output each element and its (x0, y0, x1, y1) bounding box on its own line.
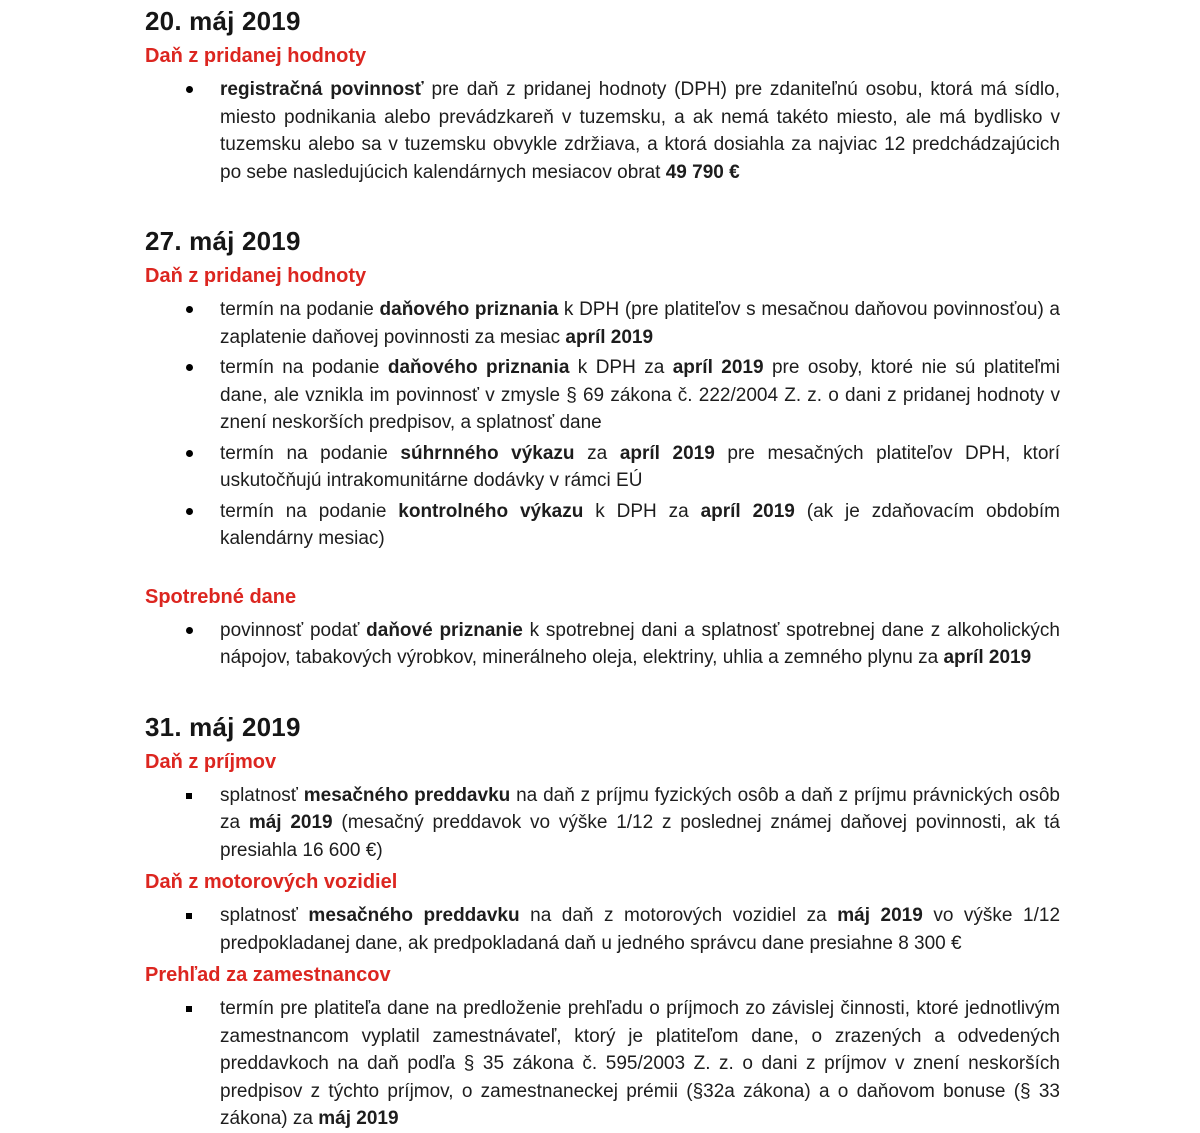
date-section (145, 6, 1060, 186)
date-heading: 20. máj 2019 (145, 6, 301, 36)
text-run: daňového priznania (387, 357, 570, 378)
text-run: pre osoby, ktoré nie sú platiteľmi dane, ale vznikla im povinnosť v zmysle § 69 zákona č. 222/2004 Z. z. o dani z pridanej hodnoty v znení neskorších predpisov, a splatnosť dane (220, 357, 1060, 433)
text-run: kontrolného výkazu (398, 500, 584, 522)
bullet-list-item (145, 76, 1060, 186)
tax-category-heading: Prehľad za zamestnancov (145, 964, 391, 986)
bullet-disc-icon (186, 627, 193, 634)
list-item-text (220, 617, 1060, 672)
list-item-text (220, 995, 1060, 1133)
text-run: daňové priznanie (366, 619, 523, 641)
text-run: apríl 2019 (672, 357, 764, 378)
text-run: daňového priznania (379, 299, 559, 320)
bullet-list-item (145, 354, 1060, 437)
bullet-list-item (145, 617, 1060, 672)
text-run: máj 2019 (837, 905, 923, 926)
text-run: k DPH za (583, 500, 701, 522)
list-item-text (220, 782, 1060, 865)
text-run: na daň z príjmu fyzických osôb a daň z príjmu právnických osôb za (220, 784, 1060, 833)
text-run: k spotrebnej dani a splatnosť spotrebnej dane z alkoholických nápojov, tabakových výrobkov, minerálneho oleja, elektriny, uhlia a zemného plynu za (220, 619, 1060, 668)
bullet-disc-icon (186, 508, 193, 515)
bullet-square-icon (186, 913, 192, 919)
text-run: pre daň z pridanej hodnoty (DPH) pre zdaniteľnú osobu, ktorá má sídlo, miesto podnikania alebo prevádzkareň v tuzemsku, a ak nemá takéto miesto, ale má bydlisko v tuzemsku alebo sa v tuzemsku obvykle zdržiava, a ktorá dosiahla za najviac 12 predchádzajúcich po sebe nasledujúcich kalendárnych mesiacov obrat (220, 79, 1060, 183)
text-run: mesačného preddavku (308, 905, 520, 926)
bullet-list-item (145, 902, 1060, 957)
text-run: 49 790 € (665, 161, 740, 183)
text-run: termín na podanie (220, 442, 401, 464)
tax-category-heading: Daň z pridanej hodnoty (145, 45, 367, 67)
date-heading: 31. máj 2019 (145, 711, 301, 742)
text-run: termín na podanie (220, 500, 399, 522)
tax-category-group (145, 870, 1060, 957)
bullet-list-item (145, 296, 1060, 351)
text-run: pre mesačných platiteľov DPH, ktorí uskutočňujú intrakomunitárne dodávky v rámci EÚ (220, 442, 1061, 491)
tax-category-group (145, 264, 1060, 553)
text-run: máj 2019 (318, 1108, 399, 1129)
date-heading: 27. máj 2019 (145, 226, 301, 256)
bullet-square-icon (186, 1006, 192, 1012)
tax-category-heading: Daň z príjmov (145, 750, 277, 773)
text-run: splatnosť (220, 905, 309, 926)
list-item-text (220, 498, 1060, 553)
list-item-text (220, 902, 1060, 957)
tax-category-heading: Daň z motorových vozidiel (145, 871, 398, 893)
list-item-text (220, 440, 1060, 495)
text-run: termín na podanie (220, 299, 380, 320)
text-run: apríl 2019 (565, 326, 654, 348)
text-run: na daň z motorových vozidiel za (519, 905, 838, 926)
text-run: za (574, 442, 620, 464)
text-run: apríl 2019 (943, 647, 1032, 668)
text-run: k DPH za (569, 357, 673, 378)
text-run: apríl 2019 (619, 442, 715, 464)
text-run: súhrnného výkazu (400, 442, 575, 464)
bullet-list-item (145, 440, 1060, 495)
tax-category-group (145, 44, 1060, 186)
bullet-list-item (145, 995, 1060, 1133)
list-item-text (220, 296, 1060, 351)
text-run: k DPH (pre platiteľov s mesačnou daňovou povinnosťou) a zaplatenie daňovej povinnosti za mesiac (220, 299, 1060, 348)
bullet-square-icon (186, 793, 192, 799)
text-run: apríl 2019 (700, 500, 795, 522)
text-run: mesačného preddavku (303, 784, 511, 806)
tax-category-group (145, 750, 1060, 865)
text-run: povinnosť podať (220, 619, 367, 641)
text-run: (mesačný preddavok vo výške 1/12 z poslednej známej daňovej povinnosti, ak tá presiahla 16 600 €) (220, 812, 1060, 861)
date-section (145, 226, 1060, 672)
tax-category-heading: Daň z pridanej hodnoty (145, 265, 367, 287)
list-item-text (220, 354, 1060, 437)
text-run: splatnosť (220, 784, 304, 806)
text-run: registračná povinnosť (220, 79, 424, 100)
tax-category-group (145, 585, 1060, 672)
text-run: máj 2019 (248, 812, 333, 833)
list-item-text (220, 76, 1060, 186)
bullet-list-item (145, 782, 1060, 865)
tax-category-group (145, 963, 1060, 1133)
bullet-list-item (145, 498, 1060, 553)
tax-category-heading: Spotrebné dane (145, 585, 297, 608)
text-run: vo výške 1/12 predpokladanej dane, ak predpokladaná daň u jedného správcu dane presiahne 8 300 € (220, 905, 1061, 954)
text-run: (ak je zdaňovacím obdobím kalendárny mesiac) (220, 500, 1061, 549)
bullet-disc-icon (186, 306, 193, 313)
bullet-disc-icon (186, 86, 193, 93)
bullet-disc-icon (186, 450, 193, 457)
date-section (145, 712, 1060, 1133)
text-run: termín na podanie (220, 357, 388, 378)
bullet-disc-icon (186, 364, 193, 371)
text-run: termín pre platiteľa dane na predloženie prehľadu o príjmoch zo závislej činnosti, ktoré jednotlivým zamestnancom vyplatil zamestnávateľ, ktorý je platiteľom dane, o zrazených a odvedených preddavkoch na daň podľa § 35 zákona č. 595/2003 Z. z. o dani z príjmov v znení neskorších predpisov z týchto príjmov, o zamestnaneckej prémii (§32a zákona) a o daňovom bonuse (§ 33 zákona) za (220, 998, 1060, 1129)
